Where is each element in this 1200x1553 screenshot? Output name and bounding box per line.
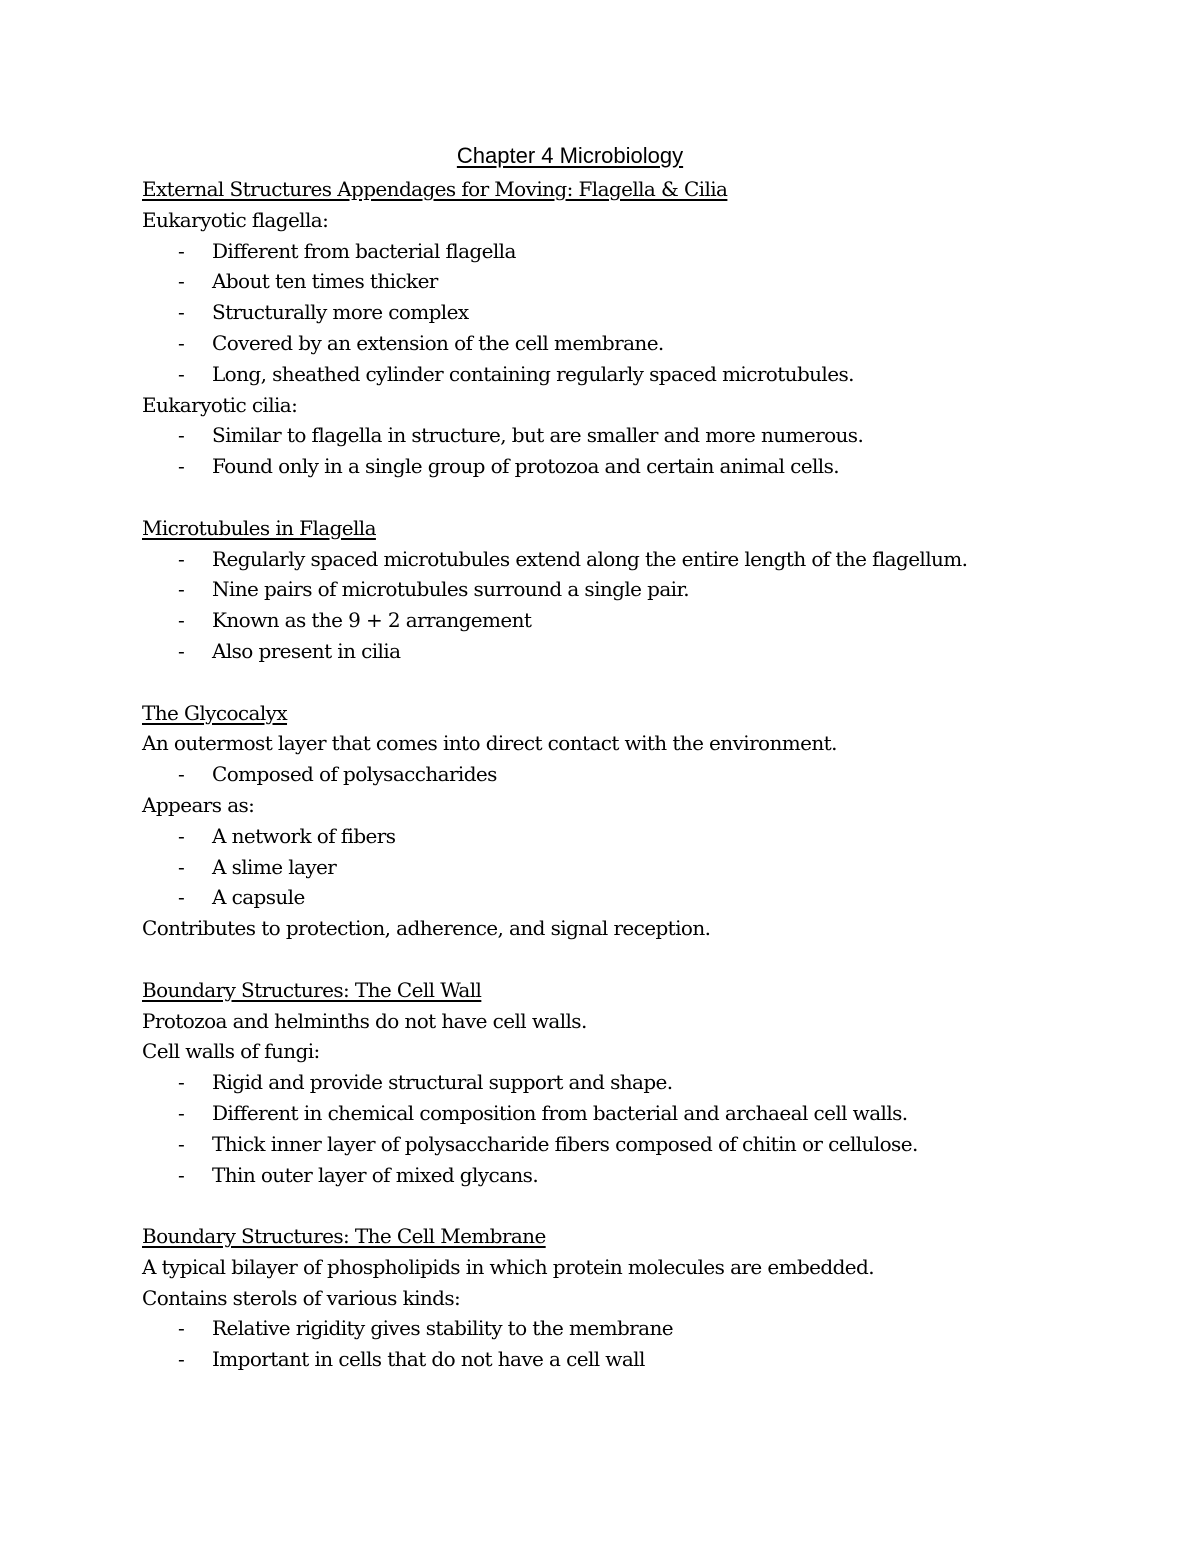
bullet-text: Different in chemical composition from bacterial and archaeal cell walls. bbox=[212, 1100, 908, 1125]
bullet-item bbox=[142, 1344, 1162, 1375]
section-heading: Boundary Structures: The Cell Wall bbox=[142, 977, 482, 1002]
paragraph-text: Appears as: bbox=[142, 792, 255, 817]
bullet-item bbox=[142, 605, 1162, 636]
section-heading: Boundary Structures: The Cell Membrane bbox=[142, 1224, 546, 1249]
dash-bullet-icon: - bbox=[178, 361, 185, 386]
bullet-item bbox=[142, 359, 1162, 390]
dash-bullet-icon: - bbox=[178, 823, 185, 848]
bullet-text: Thick inner layer of polysaccharide fibers composed of chitin or cellulose. bbox=[212, 1131, 918, 1156]
bullet-item bbox=[142, 882, 1162, 913]
bullet-text: Covered by an extension of the cell membrane. bbox=[212, 330, 664, 355]
bullet-item bbox=[142, 328, 1162, 359]
bullet-text: About ten times thicker bbox=[212, 269, 438, 294]
dash-bullet-icon: - bbox=[178, 854, 185, 879]
bullet-item bbox=[142, 544, 1162, 575]
bullet-item bbox=[142, 1129, 1162, 1160]
document-body bbox=[142, 174, 1162, 1375]
bullet-text: Structurally more complex bbox=[212, 300, 469, 325]
section-spacer bbox=[142, 944, 1162, 975]
bullet-text: Thin outer layer of mixed glycans. bbox=[212, 1162, 539, 1187]
dash-bullet-icon: - bbox=[178, 1316, 185, 1341]
paragraph-text: Contributes to protection, adherence, and signal reception. bbox=[142, 916, 711, 941]
dash-bullet-icon: - bbox=[178, 885, 185, 910]
paragraph-text: Eukaryotic flagella: bbox=[142, 207, 329, 232]
bullet-text: A slime layer bbox=[212, 854, 337, 879]
bullet-text: A network of fibers bbox=[212, 823, 396, 848]
bullet-text: Nine pairs of microtubules surround a single pair. bbox=[212, 577, 689, 602]
bullet-item bbox=[142, 636, 1162, 667]
bullet-item bbox=[142, 420, 1162, 451]
dash-bullet-icon: - bbox=[178, 423, 185, 448]
document-title: Chapter 4 Microbiology bbox=[456, 143, 684, 168]
dash-bullet-icon: - bbox=[178, 638, 185, 663]
bullet-item bbox=[142, 574, 1162, 605]
dash-bullet-icon: - bbox=[178, 454, 185, 479]
dash-bullet-icon: - bbox=[178, 762, 185, 787]
paragraph-text: An outermost layer that comes into direct contact with the environment. bbox=[142, 731, 837, 756]
bullet-text: Composed of polysaccharides bbox=[212, 762, 497, 787]
paragraph-text: Eukaryotic cilia: bbox=[142, 392, 298, 417]
section-heading: The Glycocalyx bbox=[142, 700, 288, 725]
section-heading: External Structures Appendages for Moving: Flagella & Cilia bbox=[142, 177, 728, 201]
bullet-item bbox=[142, 759, 1162, 790]
bullet-text: A capsule bbox=[212, 885, 305, 910]
bullet-text: Also present in cilia bbox=[212, 638, 401, 663]
bullet-item bbox=[142, 1160, 1162, 1191]
bullet-text: Known as the 9 + 2 arrangement bbox=[212, 608, 532, 633]
dash-bullet-icon: - bbox=[178, 608, 185, 633]
bullet-text: Different from bacterial flagella bbox=[212, 238, 516, 263]
dash-bullet-icon: - bbox=[178, 238, 185, 263]
paragraph-text: A typical bilayer of phospholipids in which protein molecules are embedded. bbox=[142, 1254, 874, 1279]
dash-bullet-icon: - bbox=[178, 577, 185, 602]
bullet-item bbox=[142, 1098, 1162, 1129]
bullet-text: Relative rigidity gives stability to the membrane bbox=[212, 1316, 673, 1341]
dash-bullet-icon: - bbox=[178, 1162, 185, 1187]
bullet-item bbox=[142, 1313, 1162, 1344]
paragraph-text: Contains sterols of various kinds: bbox=[142, 1285, 461, 1310]
section-spacer bbox=[142, 482, 1162, 513]
bullet-text: Similar to flagella in structure, but are smaller and more numerous. bbox=[212, 423, 864, 448]
bullet-item bbox=[142, 821, 1162, 852]
bullet-item bbox=[142, 852, 1162, 883]
bullet-item bbox=[142, 236, 1162, 267]
section-spacer bbox=[142, 1190, 1162, 1221]
bullet-text: Rigid and provide structural support and shape. bbox=[212, 1070, 673, 1095]
bullet-item bbox=[142, 297, 1162, 328]
section-heading: Microtubules in Flagella bbox=[142, 515, 376, 540]
bullet-text: Found only in a single group of protozoa and certain animal cells. bbox=[212, 454, 840, 479]
bullet-item bbox=[142, 266, 1162, 297]
bullet-item bbox=[142, 1067, 1162, 1098]
dash-bullet-icon: - bbox=[178, 1070, 185, 1095]
bullet-text: Important in cells that do not have a cell wall bbox=[212, 1347, 645, 1372]
bullet-text: Regularly spaced microtubules extend along the entire length of the flagellum. bbox=[212, 546, 968, 571]
bullet-item bbox=[142, 451, 1162, 482]
paragraph-text: Protozoa and helminths do not have cell walls. bbox=[142, 1008, 587, 1033]
dash-bullet-icon: - bbox=[178, 1100, 185, 1125]
paragraph-text: Cell walls of fungi: bbox=[142, 1039, 320, 1064]
dash-bullet-icon: - bbox=[178, 269, 185, 294]
dash-bullet-icon: - bbox=[178, 546, 185, 571]
dash-bullet-icon: - bbox=[178, 300, 185, 325]
bullet-text: Long, sheathed cylinder containing regularly spaced microtubules. bbox=[212, 361, 854, 386]
dash-bullet-icon: - bbox=[178, 330, 185, 355]
section-spacer bbox=[142, 667, 1162, 698]
dash-bullet-icon: - bbox=[178, 1131, 185, 1156]
dash-bullet-icon: - bbox=[178, 1347, 185, 1372]
